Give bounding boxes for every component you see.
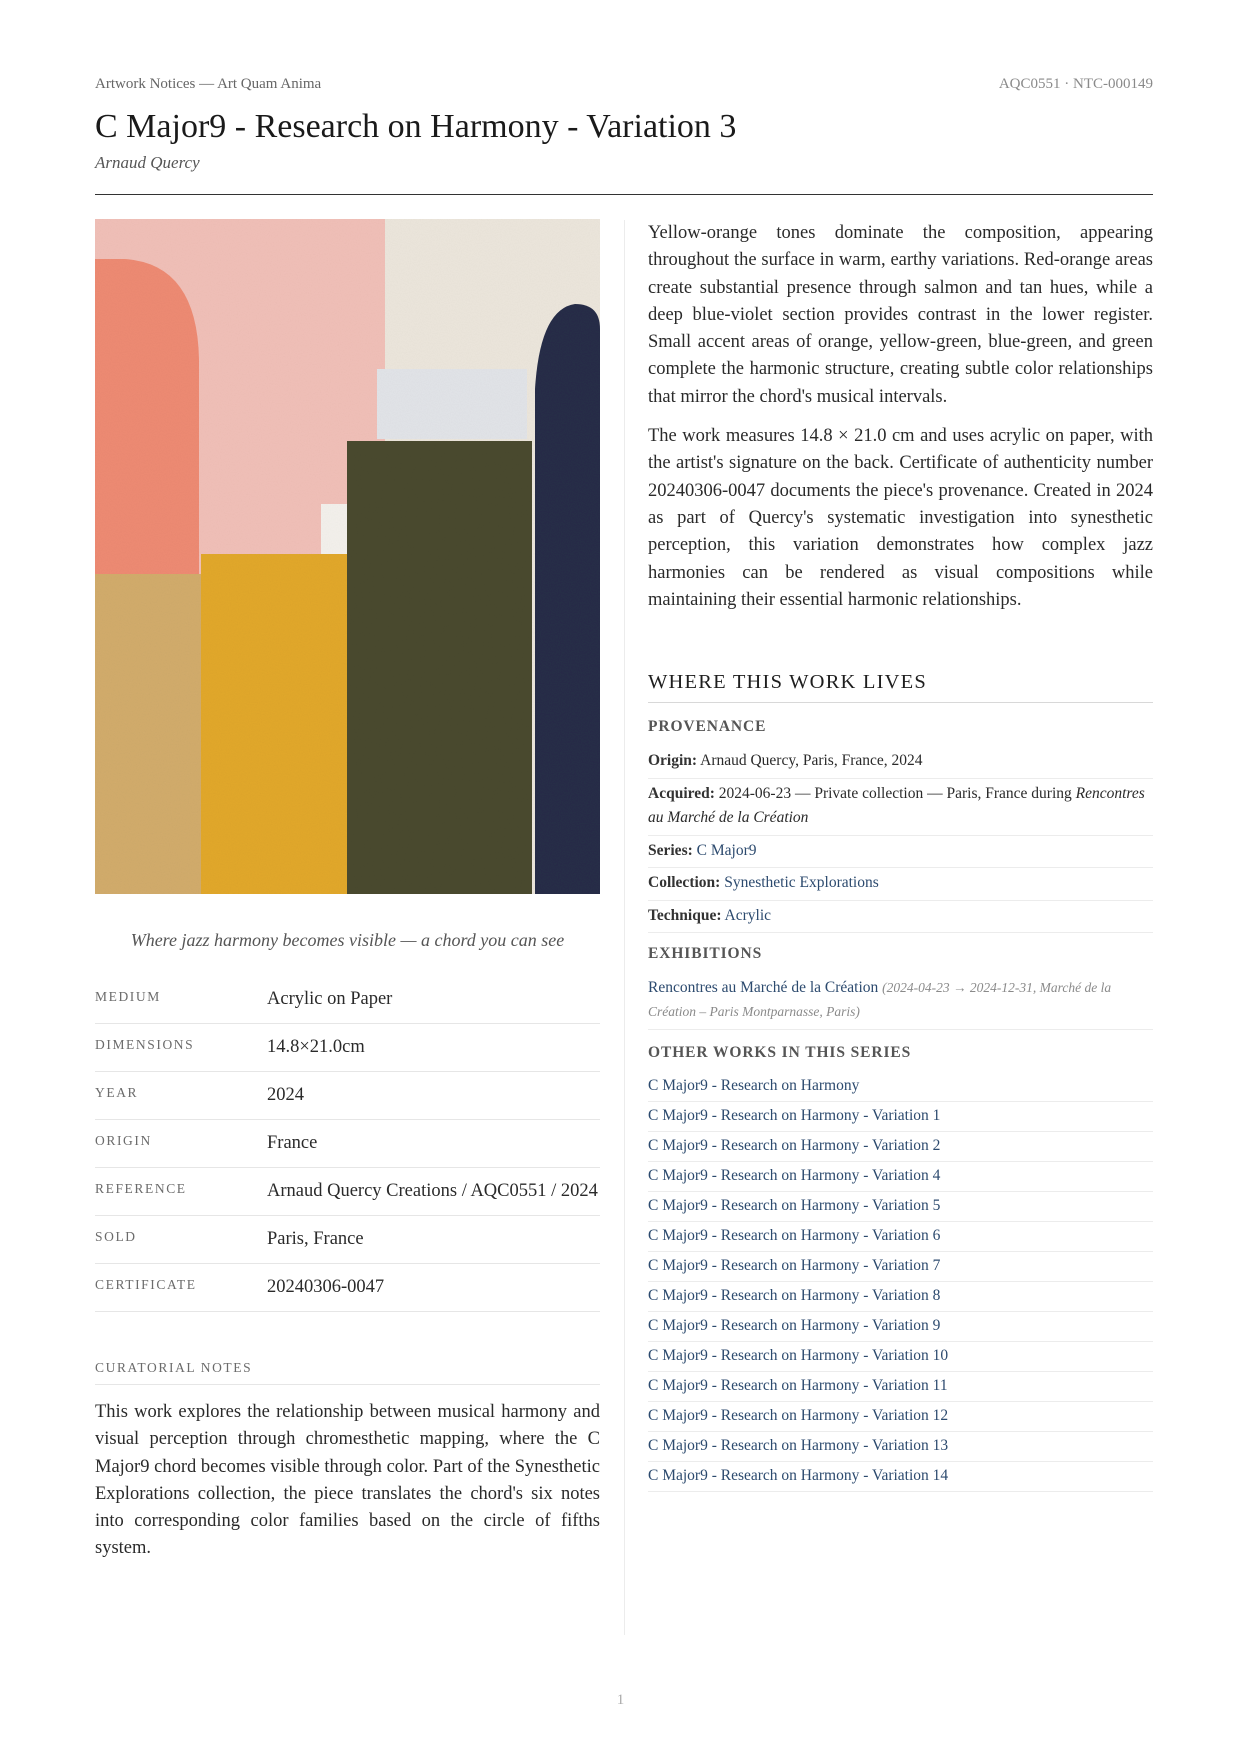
series-link[interactable]: C Major9	[696, 841, 757, 859]
spec-row-reference	[95, 1168, 600, 1216]
spec-label: ORIGIN	[95, 1133, 152, 1148]
spec-label: REFERENCE	[95, 1181, 187, 1196]
spec-value: France	[267, 1133, 318, 1153]
description-paragraph: The work measures 14.8 × 21.0 cm and uses acrylic on paper, with the artist's signature on the back. Certificate of authenticity number 20240306-0047 documents the piece's provenance. Created in 2024 as part of Quercy's systematic investigation into synesthetic perception, this variation demonstrates how complex jazz harmonies can be rendered as visual compositions while maintaining their essential harmonic relationships.	[648, 426, 1153, 610]
artist-name: Arnaud Quercy	[95, 153, 200, 172]
other-work-link[interactable]: C Major9 - Research on Harmony - Variation 7	[648, 1252, 1153, 1282]
curatorial-notes-label: CURATORIAL NOTES	[95, 1360, 600, 1385]
where-work-lives-heading: WHERE THIS WORK LIVES	[648, 671, 1153, 703]
artwork-title: C Major9 - Research on Harmony - Variation 3	[95, 108, 737, 145]
other-work-link[interactable]: C Major9 - Research on Harmony - Variation 10	[648, 1342, 1153, 1372]
tan-block	[95, 574, 205, 894]
spec-label: MEDIUM	[95, 989, 161, 1004]
spec-row-dimensions	[95, 1024, 600, 1072]
notice-reference: AQC0551 · NTC-000149	[998, 76, 1153, 92]
spec-value: 14.8×21.0cm	[267, 1037, 365, 1057]
other-work-link[interactable]: C Major9 - Research on Harmony - Variation 9	[648, 1312, 1153, 1342]
other-work-link[interactable]: C Major9 - Research on Harmony	[648, 1072, 1153, 1102]
other-work-link[interactable]: C Major9 - Research on Harmony - Variation 2	[648, 1132, 1153, 1162]
spec-value: 2024	[267, 1085, 304, 1105]
origin-value: Arnaud Quercy, Paris, France, 2024	[700, 752, 923, 769]
spec-value: Arnaud Quercy Creations / AQC0551 / 2024	[267, 1181, 598, 1201]
other-work-link[interactable]: C Major9 - Research on Harmony - Variation 11	[648, 1372, 1153, 1402]
spec-label: SOLD	[95, 1229, 137, 1244]
series-label: Series:	[648, 841, 693, 859]
spec-row-origin	[95, 1120, 600, 1168]
technique-label: Technique:	[648, 906, 722, 924]
other-work-link[interactable]: C Major9 - Research on Harmony - Variation 12	[648, 1402, 1153, 1432]
spec-table	[95, 976, 600, 1312]
collection-label: Collection:	[648, 874, 721, 891]
salmon-arch	[95, 259, 199, 579]
provenance-heading: PROVENANCE	[648, 718, 767, 735]
other-works-heading: OTHER WORKS IN THIS SERIES	[648, 1044, 912, 1061]
artwork-description	[648, 220, 1153, 626]
description-paragraph: Yellow-orange tones dominate the composition, appearing throughout the surface in warm, earthy variations. Red-orange areas create substantial presence through salmon and tan hues, while a deep blue-violet section provides contrast in the lower register. Small accent areas of orange, yellow-green, blue-green, and green complete the harmonic structure, creating subtle color relationships that mirror the chord's musical intervals.	[648, 223, 1153, 407]
provenance-technique	[648, 901, 1153, 934]
notice-page	[95, 0, 1153, 1754]
acquired-value: 2024-06-23 — Private collection — Paris, France during	[718, 784, 1072, 802]
provenance-origin	[648, 746, 1153, 779]
spec-row-medium	[95, 976, 600, 1024]
other-works-list	[648, 1072, 1153, 1492]
other-work-link[interactable]: C Major9 - Research on Harmony - Variation 5	[648, 1192, 1153, 1222]
acquired-label: Acquired:	[648, 784, 715, 802]
pale-band	[377, 369, 527, 439]
other-work-link[interactable]: C Major9 - Research on Harmony - Variation 6	[648, 1222, 1153, 1252]
spec-label: CERTIFICATE	[95, 1277, 197, 1292]
image-caption: Where jazz harmony becomes visible — a chord you can see	[130, 930, 565, 950]
header-divider	[95, 194, 1153, 195]
acquired-event: Rencontres au Marché de la Création	[648, 784, 1145, 826]
provenance-section	[648, 718, 1153, 1492]
spec-value: Paris, France	[267, 1229, 364, 1249]
olive-block	[347, 441, 532, 894]
artwork-image	[95, 219, 600, 894]
other-work-link[interactable]: C Major9 - Research on Harmony - Variation 14	[648, 1462, 1153, 1492]
exhibition-item	[648, 973, 1153, 1030]
column-divider	[624, 220, 625, 1635]
curatorial-notes-text: This work explores the relationship between musical harmony and visual perception through chromesthetic mapping, where the C Major9 chord becomes visible through color. Part of the Synesthetic Explorations collection, the piece translates the chord's six notes into corresponding color families based on the circle of fifths system.	[95, 1402, 600, 1559]
spec-value: Acrylic on Paper	[267, 989, 393, 1009]
exhibitions-heading: EXHIBITIONS	[648, 945, 763, 962]
provenance-collection	[648, 868, 1153, 901]
other-work-link[interactable]: C Major9 - Research on Harmony - Variation 1	[648, 1102, 1153, 1132]
site-name: Artwork Notices — Art Quam Anima	[95, 76, 322, 92]
spec-row-sold	[95, 1216, 600, 1264]
spec-row-certificate	[95, 1264, 600, 1312]
other-work-link[interactable]: C Major9 - Research on Harmony - Variation 8	[648, 1282, 1153, 1312]
origin-label: Origin:	[648, 752, 698, 769]
technique-link[interactable]: Acrylic	[724, 906, 772, 924]
page-number: 1	[616, 1692, 625, 1708]
navy-column	[535, 304, 600, 894]
collection-link[interactable]: Synesthetic Explorations	[724, 874, 879, 891]
other-work-link[interactable]: C Major9 - Research on Harmony - Variation 13	[648, 1432, 1153, 1462]
provenance-series	[648, 836, 1153, 869]
white-accent	[321, 504, 351, 554]
provenance-acquired	[648, 779, 1153, 836]
other-work-link[interactable]: C Major9 - Research on Harmony - Variation 4	[648, 1162, 1153, 1192]
exhibition-dates: (2024-04-23 → 2024-12-31, Marché de la Création – Paris Montparnasse, Paris)	[648, 980, 1112, 1019]
spec-label: YEAR	[95, 1085, 139, 1100]
spec-row-year	[95, 1072, 600, 1120]
spec-value: 20240306-0047	[267, 1277, 385, 1297]
ochre-block	[201, 554, 351, 894]
spec-label: DIMENSIONS	[95, 1037, 195, 1052]
exhibition-link[interactable]: Rencontres au Marché de la Création	[648, 979, 879, 996]
